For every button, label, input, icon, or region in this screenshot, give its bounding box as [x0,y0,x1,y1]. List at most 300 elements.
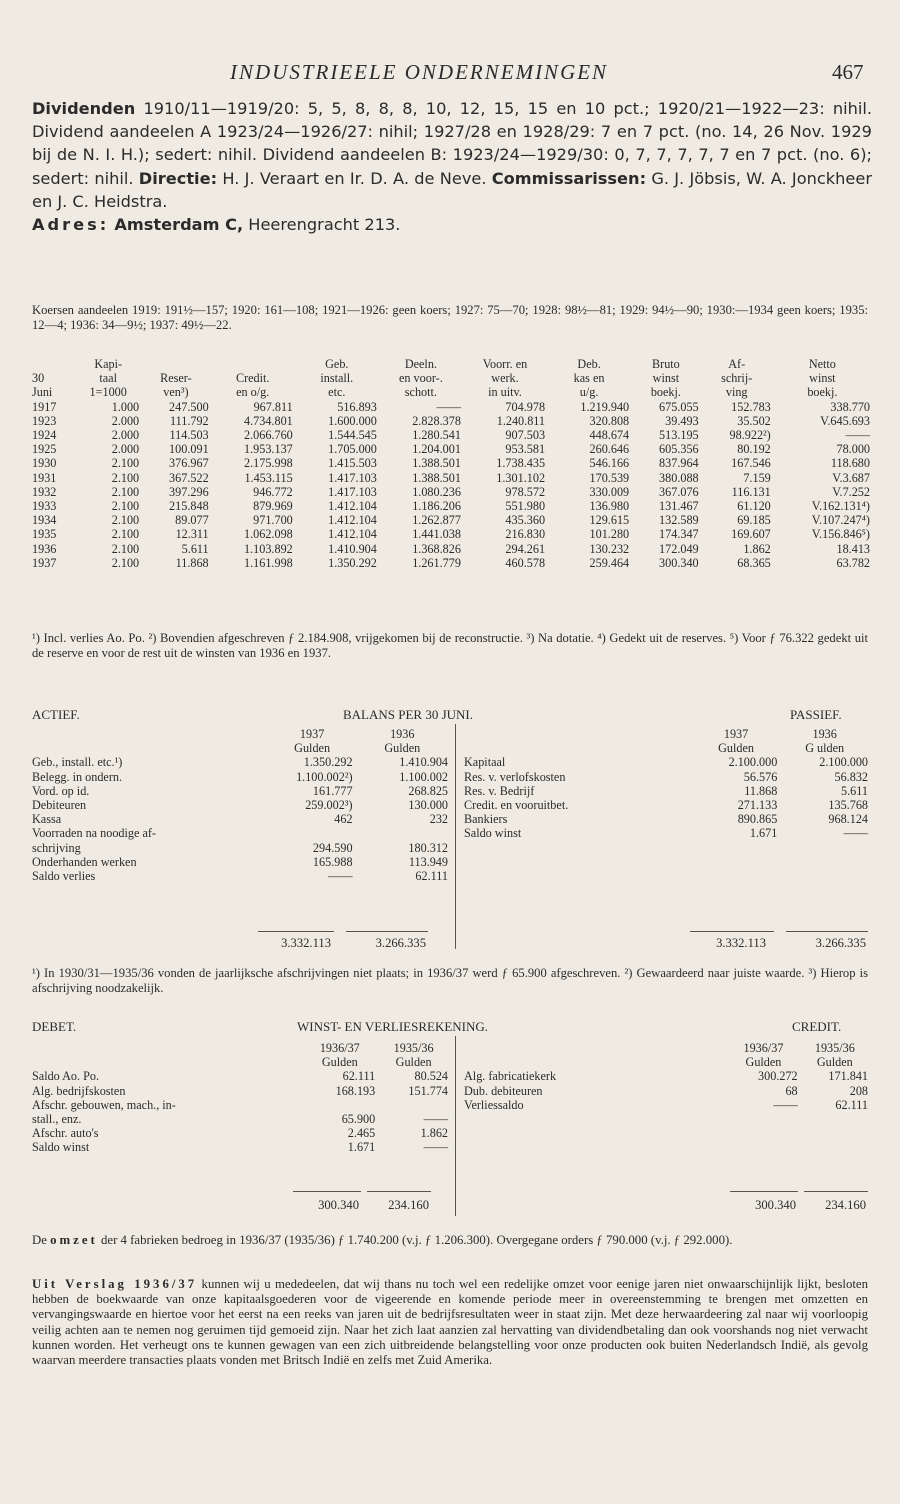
account-row [462,770,870,784]
table-cell: —— [436,399,461,414]
account-row [30,1084,450,1098]
table-cell: 111.792 [169,413,209,428]
balans-footnotes: ¹) In 1930/31—1935/36 vonden de jaarlijksche afschrijvingen niet plaats; in 1936/37 werd ƒ 65.900 afgeschreven. ²) Gewaardeerd naar juiste waarde. ³) Hierop is afschrijving noodzakelijk. [32,966,868,995]
column-unit-row [462,741,870,755]
account-row [30,770,450,784]
account-value: 65.900 [341,1112,376,1127]
table-cell: 172.049 [659,541,699,556]
table-cell: 2.100 [111,456,140,471]
account-label: Afschr. auto's [32,1126,99,1141]
table-header-cell: 1=1000 [89,385,127,400]
table-header-row [30,385,872,399]
column-year-row [30,727,450,741]
table-header-cell: Netto [808,357,836,371]
table-cell: 1.388.501 [412,456,461,471]
table-row [30,456,872,470]
account-label: Credit. en vooruitbet. [464,798,569,813]
account-value: —— [423,1112,448,1127]
winst-debet-table [30,1041,450,1155]
account-value: 62.111 [835,1097,868,1112]
account-label: Kapitaal [464,755,506,770]
omzet-prefix: De [32,1233,47,1247]
account-value: 271.133 [737,798,778,813]
account-value [302,1098,377,1112]
column-year: 1936/37 [743,1041,784,1055]
table-header-cell: u/g. [579,385,599,400]
table-cell: 80.192 [737,442,771,457]
table-cell: 837.964 [659,456,699,471]
winst-total-left-1: 300.340 [318,1198,359,1212]
account-label: Belegg. in ondern. [32,769,123,784]
table-cell: 516.893 [337,399,377,414]
table-cell: 215.848 [169,499,209,514]
omzet-keyword: omzet [50,1233,98,1247]
account-value: —— [423,1140,448,1155]
table-cell: 5.611 [181,541,209,556]
table-header-cell: ven³) [163,385,189,400]
account-value: 135.768 [828,798,868,813]
table-cell: 397.296 [169,484,209,499]
account-label: Vord. op id. [32,783,90,798]
account-value: 11.868 [744,783,778,798]
table-cell: 2.828.378 [412,413,461,428]
company-summary [32,97,872,236]
account-value: 890.865 [737,812,778,827]
table-cell: 300.340 [659,555,699,570]
account-value: 300.272 [758,1069,798,1084]
table-header-cell: taal [99,371,117,386]
account-value: 130.000 [408,798,448,813]
account-label: Res. v. Bedrijf [464,783,535,798]
table-header-cell: Geb. [325,357,349,371]
account-value: 151.774 [408,1083,448,1098]
table-header-cell: winst [652,371,680,386]
koersen-text: Koersen aandeelen 1919: 191½—157; 1920: 161—108; 1921—1926: geen koers; 1927: 75—70; 1928: 98½—81; 1929: 94½—90; 1930:—1934 geen koers; 1935: 12—4; 1936: 34—9½; 1937: 49½—22. [32,303,868,332]
table-cell: 946.772 [253,484,293,499]
account-value [355,826,450,840]
account-value: 161.777 [312,783,353,798]
account-row [30,1112,450,1126]
spacer-cell [462,741,693,755]
winst-right-title: CREDIT. [792,1019,842,1034]
table-header-cell: ving [725,385,748,400]
account-label: Alg. fabricatiekerk [464,1069,557,1084]
table-cell: 1925 [32,442,57,457]
table-cell: V.156.846⁵) [811,527,870,542]
spacer-cell [30,741,270,755]
balans-title: BALANS PER 30 JUNI. [343,707,474,722]
column-year-row [30,1041,450,1055]
verslag-keyword: Uit Verslag 1936/37 [32,1277,198,1291]
statistics-footnotes: ¹) Incl. verlies Ao. Po. ²) Bovendien afgeschreven ƒ 2.184.908, vrijgekomen bij de reconstructie. ³) Na dotatie. ⁴) Gedekt uit de reserves. ⁵) Voor ƒ 76.322 gedekt uit de reserve en voor de rest uit de winsten van 1936 en 1937. [32,631,868,660]
spacer-cell [462,727,693,741]
table-header-cell [141,357,211,371]
balans-actief-table [30,727,450,883]
table-cell: 1.240.811 [496,413,546,428]
balans-total-right-2: 3.266.335 [815,936,866,950]
table-cell: —— [845,428,870,443]
account-value: 80.524 [414,1069,448,1084]
spacer-cell [30,727,270,741]
statistics-table-header [30,357,872,400]
winst-divider [455,1036,456,1216]
table-cell: 1.738.435 [496,456,546,471]
table-cell: 294.261 [505,541,546,556]
statistics-table-body [30,400,872,570]
table-cell: 1.388.501 [412,470,461,485]
table-cell: 1.161.998 [244,555,293,570]
table-cell: 605.356 [659,442,699,457]
table-cell: 380.088 [659,470,699,485]
table-cell: V.107.247⁴) [811,513,870,528]
table-cell: 1931 [32,470,57,485]
table-cell: 167.546 [731,456,771,471]
table-row [30,414,872,428]
table-header-cell: Voorr. en [482,357,528,371]
account-row [462,798,870,812]
table-cell: 1930 [32,456,57,471]
table-cell: 1.204.001 [412,442,461,457]
account-label: schrijving [32,840,81,855]
account-label: Alg. bedrijfskosten [32,1083,126,1098]
table-cell: 1.280.541 [412,428,461,443]
table-cell: 546.166 [589,456,630,471]
table-cell: 1923 [32,413,57,428]
table-cell: 1.415.503 [328,456,377,471]
account-row [462,812,870,826]
table-cell: 513.195 [659,428,699,443]
account-row [30,812,450,826]
table-header-cell: 30 [32,371,45,386]
dividenden-text: 1910/11—1919/20: 5, 5, 8, 8, 8, 10, 12, 15, 15 en 10 pct.; 1920/21—1922—23: nihil. Dividend aandeelen A 1923/24—1926/27: nihil; 1927/28 en 1928/29: 7 en 7 pct. (no. 14, 26 Nov. 1929 bij de N. I. H.); sedert: nihil. Dividend aandeelen B: 1923/24—1929/30: 0, 7, 7, 7, 7, 7 en 7 pct. (no. 6); sedert: nihil. [32,99,872,188]
table-header-cell: Kapi- [94,357,123,371]
table-cell: 7.159 [743,470,771,485]
account-row [462,1098,870,1112]
balans-right-title: PASSIEF. [790,707,842,722]
account-value: 165.988 [312,854,353,869]
account-label: Dub. debiteuren [464,1083,543,1098]
table-cell: 1.862 [743,541,771,556]
table-row [30,471,872,485]
table-header-cell: Deb. [577,357,601,371]
table-header-cell: Bruto [652,357,680,371]
table-header-cell: kas en [573,371,605,386]
column-year: 1937 [299,727,325,741]
table-row [30,400,872,414]
column-unit: G ulden [805,741,845,756]
table-cell: 129.615 [589,513,630,528]
account-value: 268.825 [408,783,448,798]
account-row [462,826,870,840]
table-header-cell: schrij- [721,371,753,386]
table-cell: 2.100 [111,484,140,499]
table-cell: 100.091 [169,442,209,457]
table-cell: 35.502 [737,413,771,428]
table-cell: 118.680 [830,456,870,471]
table-cell: 2.100 [111,499,140,514]
commissarissen-text: G. J. Jöbsis, W. A. Jonckheer en J. C. Heidstra. [32,168,872,211]
column-unit-row [30,741,450,755]
table-cell: 953.581 [505,442,546,457]
spacer-cell [30,1055,302,1069]
table-cell: 131.467 [659,499,699,514]
table-cell: 1.062.098 [244,527,293,542]
directie-label: Directie: [138,168,218,188]
table-cell: 1.301.102 [496,470,546,485]
table-cell: 1.410.904 [328,541,377,556]
table-row [30,542,872,556]
table-cell: 1.600.000 [328,413,377,428]
table-cell: 174.347 [659,527,699,542]
statistics-table [30,357,872,570]
table-cell: 63.782 [836,555,870,570]
account-label: Saldo winst [464,826,522,841]
table-header-row [30,357,872,371]
table-cell: 1.219.940 [580,399,630,414]
account-row [30,755,450,769]
winst-total-rule-3 [730,1191,798,1192]
table-header-cell: Af- [728,357,746,371]
winst-total-left-2: 234.160 [388,1198,429,1212]
account-value: 113.949 [408,854,448,869]
account-value: 462 [334,812,353,827]
directie-text: H. J. Veraart en Ir. D. A. de Neve. [222,168,487,188]
balans-total-rule-3 [690,931,774,932]
table-row [30,442,872,456]
column-year: 1935/36 [393,1041,434,1055]
balans-divider [455,724,456,949]
table-cell: 1.953.137 [244,442,293,457]
account-row [30,869,450,883]
table-cell: 1.000 [111,399,140,414]
omzet-paragraph [32,1233,868,1248]
account-value: 2.465 [347,1126,376,1141]
column-unit: Gulden [395,1055,432,1070]
account-label: Saldo winst [32,1140,90,1155]
table-row [30,428,872,442]
table-cell: 1.412.104 [328,499,377,514]
spacer-cell [462,1055,727,1069]
balans-total-rule-1 [258,931,334,932]
table-cell: 704.978 [505,399,546,414]
column-year-row [462,727,870,741]
table-cell: 338.770 [830,399,870,414]
table-cell: 170.539 [589,470,630,485]
table-cell: 1937 [32,555,57,570]
table-cell: 1.412.104 [328,513,377,528]
account-row [30,1098,450,1112]
table-cell: 320.808 [589,413,630,428]
table-cell: 2.066.760 [244,428,293,443]
page-number: 467 [832,60,864,84]
account-row [462,755,870,769]
balans-actief-body [30,727,450,883]
table-cell: 1.080.236 [412,484,461,499]
account-label: Afschr. gebouwen, mach., in- [32,1097,176,1112]
table-cell: 2.100 [111,513,140,528]
balans-passief-table [462,727,870,841]
account-value: 259.002³) [305,798,353,813]
table-cell: 1.441.038 [412,527,461,542]
table-cell: 448.674 [589,428,630,443]
verslag-text: kunnen wij u mededeelen, dat wij thans nu toch wel een redelijke omzet voor eenige jaren niet onwaarschijnlijk lijkt, besloten hebben de boekwaarde van onze kapitaalsgoederen voor de vigeerende en komende periode meer in overeenstemming te brengen met omzetten en vervangingswaarde en hiertoe voor het eerst na een reeks van jaren uit de bedrijfsresultaten weer in staat zijn. Met deze herwaardeering zal naar wij voorloopig veilig achten aan te nemen nog geruimen tijd gemoeid zijn. Naar het zich laat aanzien zal hervatting van dividendbetaling dan ook voorshands nog niet verwacht kunnen worden. Het verheugt ons te kunnen gewagen van een zich uitbreidende belangstelling voor onze producten ook buiten Nederlandsch Indië, als gevolg waarvan meerdere transacties plaats vonden met Britsch Indië en zelfs met Zuid Amerika. [32,1277,869,1368]
account-label: Saldo Ao. Po. [32,1069,100,1084]
table-cell: 78.000 [836,442,870,457]
account-value: 168.193 [335,1083,376,1098]
commissarissen-label: Commissarissen: [491,168,647,188]
table-cell: 1917 [32,399,57,414]
table-cell: V.162.131⁴) [811,499,870,514]
account-label: Res. v. verlofskosten [464,769,566,784]
account-value: 208 [849,1083,868,1098]
winst-credit-body [462,1041,870,1112]
winst-total-rule-4 [804,1191,868,1192]
column-unit: Gulden [294,741,331,756]
table-cell: 376.967 [169,456,209,471]
account-label: Onderhanden werken [32,854,137,869]
table-cell: 247.500 [169,399,209,414]
column-unit: Gulden [384,741,421,756]
table-cell: V.3.687 [832,470,870,485]
table-cell: 2.000 [111,428,140,443]
account-row [30,784,450,798]
table-cell: 11.868 [175,555,209,570]
table-cell: 2.000 [111,413,140,428]
account-row [462,1069,870,1083]
table-cell: 259.464 [589,555,630,570]
winst-debet-body [30,1041,450,1155]
account-label: stall., enz. [32,1112,82,1127]
column-year: 1936 [390,727,415,741]
table-cell: 978.572 [505,484,546,499]
table-header-cell: boekj. [807,385,838,400]
table-header-cell [211,357,295,371]
account-value: 1.410.904 [399,755,448,770]
table-header-cell: Reser- [160,371,192,386]
table-cell: 330.009 [589,484,630,499]
account-value: 62.111 [342,1069,376,1084]
table-cell: 367.522 [169,470,209,485]
table-header-cell: Credit. [235,371,270,386]
winst-total-rule-1 [293,1191,361,1192]
account-value: 2.100.000 [728,755,778,770]
column-unit: Gulden [321,1055,358,1070]
balans-passief-body [462,727,870,841]
account-value: 1.100.002 [399,769,448,784]
table-cell: 1933 [32,499,57,514]
account-value: —— [843,826,868,841]
table-cell: 1.186.206 [412,499,461,514]
winst-total-right-2: 234.160 [825,1198,866,1212]
table-cell: 89.077 [175,513,209,528]
table-cell: 2.175.998 [244,456,293,471]
balans-total-right-1: 3.332.113 [716,936,766,950]
table-cell: 132.589 [659,513,699,528]
account-label: Kassa [32,812,62,827]
account-value: —— [328,869,353,884]
table-cell: 130.232 [589,541,630,556]
winst-total-rule-2 [367,1191,431,1192]
table-cell: 116.131 [731,484,771,499]
table-cell: 2.100 [111,527,140,542]
column-unit: Gulden [745,1055,782,1070]
column-year-row [462,1041,870,1055]
account-row [462,784,870,798]
table-cell: 18.413 [836,541,870,556]
account-row [30,841,450,855]
table-cell: 1.412.104 [328,527,377,542]
balans-total-left-1: 3.332.113 [281,936,331,950]
account-label: Geb., install. etc.¹) [32,755,123,770]
account-value: 968.124 [828,812,868,827]
account-label: Voorraden na noodige af- [32,826,156,841]
spacer-cell [462,1041,727,1055]
column-unit: Gulden [718,741,754,756]
adres-city: Amsterdam C, [114,215,244,235]
table-header-row [30,371,872,385]
account-value: 1.671 [347,1140,376,1155]
table-row [30,527,872,541]
table-cell: 12.311 [175,527,209,542]
account-value: 171.841 [828,1069,868,1084]
table-cell: 879.969 [253,499,293,514]
column-year: 1936/37 [319,1041,360,1055]
table-cell: 2.100 [111,541,140,556]
winst-credit-table [462,1041,870,1112]
column-year: 1937 [723,727,749,741]
table-cell: 1.103.892 [244,541,293,556]
table-cell: 907.503 [505,428,546,443]
table-header-cell: boekj. [650,385,681,400]
winst-total-right-1: 300.340 [755,1198,796,1212]
table-cell: 435.360 [505,513,546,528]
account-label: Debiteuren [32,798,87,813]
balans-total-left-2: 3.266.335 [375,936,426,950]
table-cell: 1934 [32,513,57,528]
account-row [462,1084,870,1098]
account-value: 62.111 [415,869,448,884]
column-unit: Gulden [816,1055,853,1070]
account-value: 56.576 [743,769,778,784]
table-row [30,485,872,499]
table-cell: 2.000 [111,442,140,457]
balans-total-rule-4 [786,931,868,932]
verslag-paragraph [32,1277,868,1368]
account-value: 1.350.292 [303,755,353,770]
balans-left-title: ACTIEF. [32,707,80,722]
table-row [30,499,872,513]
account-value: 232 [429,812,448,827]
table-cell: 216.830 [505,527,546,542]
running-header: INDUSTRIEELE ONDERNEMINGEN [230,60,609,84]
table-cell: 169.607 [731,527,771,542]
column-unit-row [462,1055,870,1069]
table-cell: 1936 [32,541,57,556]
table-cell: 1.453.115 [244,470,293,485]
table-header-cell: Deeln. [404,357,437,371]
account-value: 2.100.000 [819,755,868,770]
table-row [30,556,872,570]
table-cell: 367.076 [659,484,699,499]
table-header-cell: in uitv. [488,385,522,400]
table-header-cell: werk. [491,371,519,386]
table-cell: 152.783 [731,399,771,414]
table-cell: 68.365 [737,555,771,570]
dividenden-label: Dividenden [32,99,136,118]
account-value: 1.862 [420,1126,448,1141]
table-header-cell: en o/g. [236,385,270,400]
column-year: 1936 [812,727,837,741]
